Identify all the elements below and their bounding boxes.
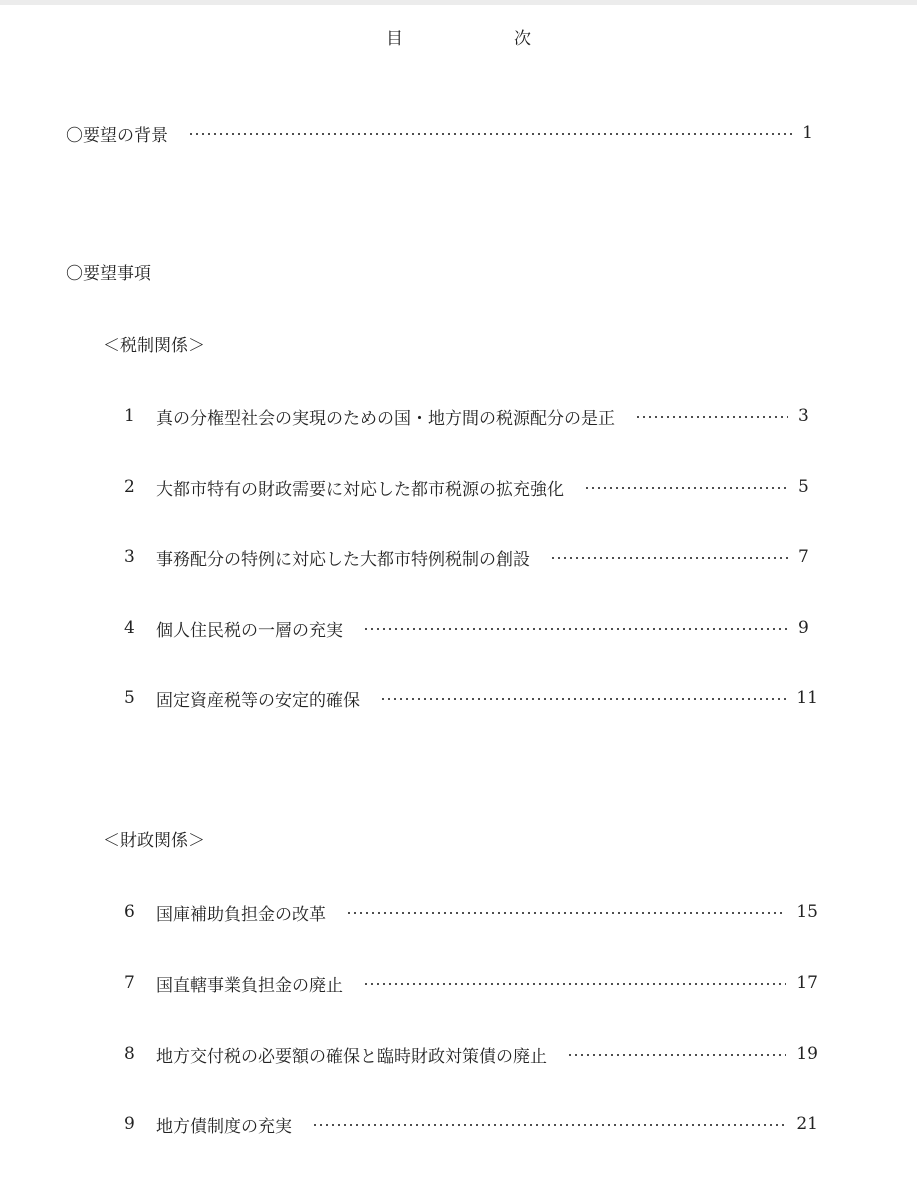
toc-entry-background[interactable] <box>66 120 813 146</box>
toc-entry-label: 大都市特有の財政需要に対応した都市税源の拡充強化 <box>156 479 564 500</box>
toc-entry-page: 21 <box>796 1114 818 1134</box>
toc-entry-page: 11 <box>796 688 818 708</box>
toc-entry-label: 地方交付税の必要額の確保と臨時財政対策債の廃止 <box>156 1046 547 1067</box>
dot-leader <box>550 557 788 559</box>
toc-entry-finance-7[interactable] <box>124 970 818 996</box>
toc-entry-number: 9 <box>124 1114 135 1134</box>
toc-entry-tax-5[interactable] <box>124 685 818 711</box>
dot-leader <box>567 1054 786 1056</box>
toc-entry-label: 個人住民税の一層の充実 <box>156 620 343 641</box>
dot-leader <box>363 628 788 630</box>
toc-entry-tax-1[interactable] <box>124 403 818 429</box>
toc-entry-label: 国庫補助負担金の改革 <box>156 904 326 925</box>
toc-entry-number: 1 <box>124 406 135 426</box>
section-heading-requests: 〇要望事項 <box>66 264 151 284</box>
toc-entry-label: 〇要望の背景 <box>66 125 168 146</box>
subsection-heading-tax: ＜税制関係＞ <box>103 336 205 356</box>
toc-entry-number: 3 <box>124 547 135 567</box>
toc-entry-label: 地方債制度の充実 <box>156 1116 292 1137</box>
page-title-right: 次 <box>514 29 531 49</box>
toc-entry-page: 19 <box>796 1044 818 1064</box>
toc-entry-label: 固定資産税等の安定的確保 <box>156 690 360 711</box>
dot-leader <box>363 983 786 985</box>
toc-entry-page: 9 <box>798 618 809 638</box>
toc-entry-tax-2[interactable] <box>124 474 818 500</box>
dot-leader <box>312 1124 786 1126</box>
dot-leader <box>346 912 786 914</box>
toc-entry-number: 2 <box>124 477 135 497</box>
toc-entry-label: 事務配分の特例に対応した大都市特例税制の創設 <box>156 549 530 570</box>
toc-entry-number: 7 <box>124 973 135 993</box>
toc-entry-label: 国直轄事業負担金の廃止 <box>156 975 343 996</box>
toc-entry-number: 8 <box>124 1044 135 1064</box>
toc-entry-page: 15 <box>796 902 818 922</box>
dot-leader <box>380 698 786 700</box>
toc-entry-finance-9[interactable] <box>124 1111 818 1137</box>
toc-entry-finance-6[interactable] <box>124 899 818 925</box>
toc-entry-number: 6 <box>124 902 135 922</box>
dot-leader <box>584 487 788 489</box>
toc-entry-number: 4 <box>124 618 135 638</box>
toc-entry-label: 真の分権型社会の実現のための国・地方間の税源配分の是正 <box>156 408 615 429</box>
toc-entry-page: 17 <box>796 973 818 993</box>
toc-entry-tax-3[interactable] <box>124 544 818 570</box>
toc-entry-page: 1 <box>802 123 813 143</box>
toc-entry-finance-8[interactable] <box>124 1041 818 1067</box>
toc-entry-number: 5 <box>124 688 135 708</box>
toc-entry-page: 7 <box>798 547 809 567</box>
page-title-left: 目 <box>386 29 403 49</box>
toc-entry-page: 3 <box>798 406 809 426</box>
dot-leader <box>635 416 788 418</box>
dot-leader <box>188 133 792 135</box>
subsection-heading-finance: ＜財政関係＞ <box>103 831 205 851</box>
toc-entry-page: 5 <box>798 477 809 497</box>
toc-entry-tax-4[interactable] <box>124 615 818 641</box>
